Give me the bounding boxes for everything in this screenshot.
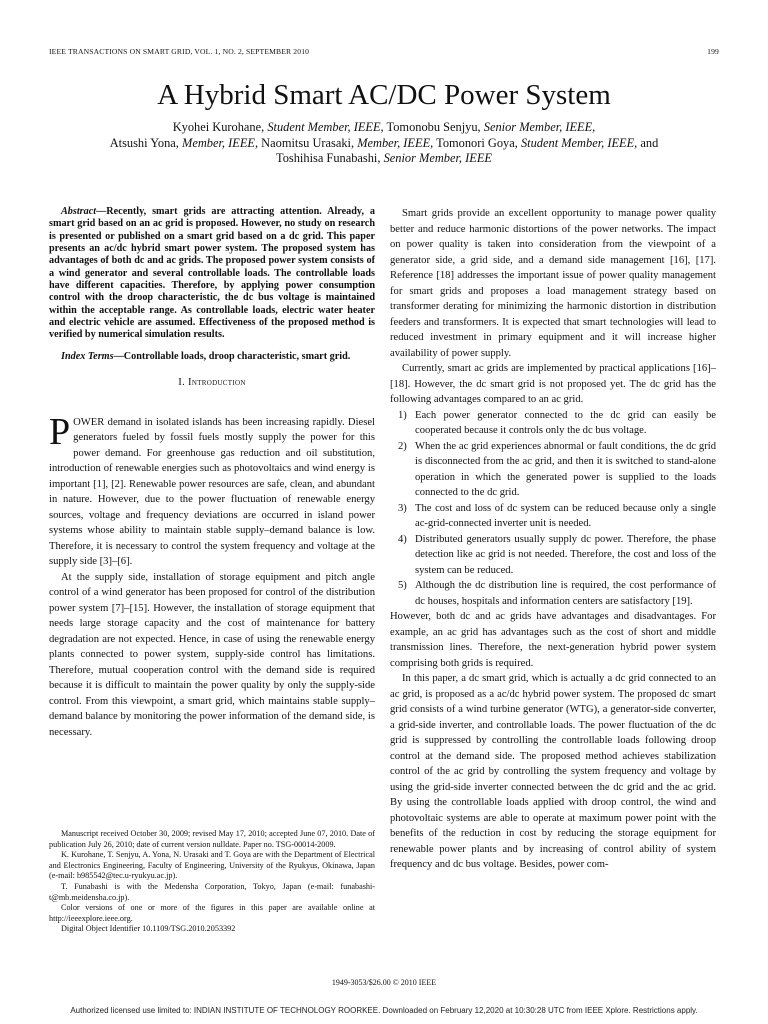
author-name: Atsushi Yona, xyxy=(109,135,179,150)
section-title: Introduction xyxy=(188,377,246,389)
abstract xyxy=(49,206,375,342)
footnote-manuscript: Manuscript received October 30, 2009; revised May 17, 2010; accepted June 07, 2010. Date of publication July 26, 2010; date of current version nulldate. Paper no. TSG-00014-2009. xyxy=(49,829,375,849)
index-terms xyxy=(49,351,375,363)
list-number: 1) xyxy=(398,409,407,421)
section-heading xyxy=(49,375,375,391)
drop-cap-continuation: OWER xyxy=(73,416,105,428)
author-name: Naomitsu Urasaki, xyxy=(261,135,355,150)
list-text: Each power generator connected to the dc grid can easily be cooperated because it controls only the dc bus voltage. xyxy=(415,409,716,436)
author-name: Tomonobu Senjyu, xyxy=(386,120,481,134)
author-conjunction: and xyxy=(640,135,659,150)
author-name: Toshihisa Funabashi, xyxy=(276,151,381,165)
journal-name: IEEE TRANSACTIONS ON SMART GRID, VOL. 1, NO. 2, SEPTEMBER 2010 xyxy=(49,47,310,56)
author-affiliation: Student Member, IEEE, xyxy=(520,135,638,150)
page-number: 199 xyxy=(707,47,719,56)
list-item xyxy=(390,578,716,609)
first-page-footnotes xyxy=(49,829,375,935)
index-terms-text: —Controllable loads, droop characteristic, smart grid. xyxy=(113,350,351,362)
author-name: Kyohei Kurohane, xyxy=(172,120,265,134)
right-column xyxy=(390,206,716,873)
footnote-color-versions: Color versions of one or more of the figures in this paper are available online at http://ieeexplore.ieee.org. xyxy=(49,903,375,923)
authorized-use-notice: Authorized licensed use limited to: INDIAN INSTITUTE OF TECHNOLOGY ROORKEE. Downloaded on February 12,2020 at 10:30:28 UTC from IEEE Xplore. Restrictions apply. xyxy=(70,1006,698,1015)
body-paragraph-hybrid: However, both dc and ac grids have advantages and disadvantages. For example, an ac grid has advantages such as the cost of short and middle transmission lines. Therefore, the next-generation hybrid power system comprising both grids is required. xyxy=(390,611,716,669)
drop-cap: P xyxy=(49,410,71,453)
author-line-2 xyxy=(40,136,728,152)
copyright-line: 1949-3053/$26.00 © 2010 IEEE xyxy=(331,978,437,987)
abstract-text: —Recently, smart grids are attracting attention. Already, a smart grid based on an ac grid is proposed. However, no study on research is presented or published on a smart grid based on a dc grid. This paper presents an ac/dc hybrid smart power system. The proposed system has advantages of both dc and ac grids. The proposed power system consists of a wind generator and several controllable loads. The controllable loads have different capacities. Therefore, by applying power consumption control with the droop characteristic, the dc bus voltage is maintained within the acceptable range. As controllable loads, electric water heater and electric vehicle are assumed. Effectiveness of the proposed method is verified by numerical simulation results. xyxy=(49,206,375,341)
body-paragraph-smart-grids: Smart grids provide an excellent opportunity to manage power quality better and reduce harmonic distortions of the power networks. The impact on power quality is taken into consideration from the viewpoint of a generator side, a grid side, and a demand side management [16], [17]. Reference [18] addresses the important issue of power quality management for smart grids and proposes a load management strategy based on transformer derating for minimizing the harmonic distortion in distribution feeders and transformers. It is expected that smart technologies will lead to reduced investment in primary equipment and it will increase higher availability of power supply. xyxy=(390,208,716,359)
list-item xyxy=(390,408,716,439)
list-text: Although the dc distribution line is required, the cost performance of dc houses, hospitals and information centers are satisfactory [19]. xyxy=(415,580,716,607)
body-paragraph-dc-advantages: Currently, smart ac grids are implemented by practical applications [16]–[18]. However, the dc smart grid is not proposed yet. The dc grid has the following advantages compared to an ac grid. xyxy=(390,363,716,405)
footnote-affiliation-meidensha: T. Funabashi is with the Medensha Corporation, Tokyo, Japan (e-mail: funabashi-t@mb.meidensha.co.jp). xyxy=(49,881,375,902)
advantages-list xyxy=(390,408,716,610)
author-affiliation: Senior Member, IEEE xyxy=(383,151,492,165)
list-item xyxy=(390,501,716,532)
author-affiliation: Senior Member, IEEE, xyxy=(483,120,596,134)
intro-paragraph-2: At the supply side, installation of storage equipment and pitch angle control of a wind generator has been proposed for control of the distribution power system [7]–[15]. However, the installation of storage equipment that needs large storage capacity and the cost of maintenance for battery degradation are not expected. Hence, in case of using the renewable energy plants connected to power system, supply-side control has limitations. Therefore, mutual cooperation control with the demand side is required because it is difficult to maintain the power quality by only the supply-side control. From this viewpoint, a smart grid, which maintains stable supply–demand balance by monitoring the power information of the demand side, is necessary. xyxy=(49,571,375,738)
list-number: 5) xyxy=(398,580,407,591)
author-line-3 xyxy=(40,151,728,167)
list-item xyxy=(390,532,716,579)
footnote-doi: Digital Object Identifier 10.1109/TSG.2010.2053392 xyxy=(61,924,236,934)
list-text: Distributed generators usually supply dc power. Therefore, the phase detection like ac grid is not needed. Therefore, the cost and loss of the system can be reduced. xyxy=(415,533,716,576)
author-affiliation: Student Member, IEEE, xyxy=(267,120,384,134)
section-numeral: I. xyxy=(178,377,186,389)
index-terms-lead: Index Terms xyxy=(61,350,114,362)
body-paragraph-proposal: In this paper, a dc smart grid, which is actually a dc grid connected to an ac grid, is proposed as a ac/dc hybrid power system. The proposed dc smart grid consists of a wind turbine generator (WTG), a generator-side converter, a grid-side inverter, and controllable loads. The power fluctuation of the dc grid is suppressed by controlling the controllable loads following droop control at the demand side. The proposed method achieves stabilization control of the ac grid by controlling the system frequency and voltage by using the grid-side inverter connected between the dc grid and the ac grid. By using the controllable loads applied with droop control, the wind and photovoltaic systems are able to operate at maximum power point with the benefits of the reduction in cost by reducing the storage equipment for renewable power plants and by increasing of control ability of system frequency and dc bus voltage. Besides, power com- xyxy=(390,673,716,870)
author-affiliation: Member, IEEE, xyxy=(182,135,259,150)
list-number: 2) xyxy=(398,440,407,452)
abstract-lead: Abstract xyxy=(61,206,97,217)
footnote-affiliation-ryukyus: K. Kurohane, T. Senjyu, A. Yona, N. Urasaki and T. Goya are with the Department of Electrical and Electronics Engineering, Faculty of Engineering, University of the Ryukyus, Okinawa, Japan (e-mail: b985542@tec.u-ryukyu.ac.jp). xyxy=(49,850,375,881)
paper-title: A Hybrid Smart AC/DC Power System xyxy=(157,79,611,111)
list-number: 3) xyxy=(398,502,407,514)
left-column xyxy=(49,206,375,740)
author-line-1 xyxy=(40,120,728,136)
author-name: Tomonori Goya, xyxy=(436,135,518,150)
list-number: 4) xyxy=(398,533,407,545)
running-header xyxy=(49,47,719,56)
author-list xyxy=(40,120,728,167)
list-text: When the ac grid experiences abnormal or fault conditions, the dc grid is disconnected from the ac grid, and then it is switched to stand-alone operation in which the generated power is supplied to the loads connected to the dc grid. xyxy=(415,440,716,498)
intro-paragraph-1 xyxy=(49,410,375,570)
list-text: The cost and loss of dc system can be reduced because only a single ac-grid-connected inverter unit is needed. xyxy=(415,502,716,529)
intro-text: demand in isolated islands has been increasing rapidly. Diesel generators fueled by fossil fuels mostly supply the power for this power demand. For greenhouse gas reduction and oil substitution, introduction of renewable energies such as photovoltaics and wind energy is important [1], [2]. Renewable power resources are safe, clean, and abundant in nature. However, due to the power fluctuation of renewable energy sources, voltage and frequency deviations are occurred in island power systems whose ability to maintain stable supply–demand balance is low. Therefore, it is necessary to control the system frequency and voltage at the supply side [3]–[6]. xyxy=(49,416,375,568)
list-item xyxy=(390,439,716,501)
author-affiliation: Member, IEEE, xyxy=(357,135,434,150)
